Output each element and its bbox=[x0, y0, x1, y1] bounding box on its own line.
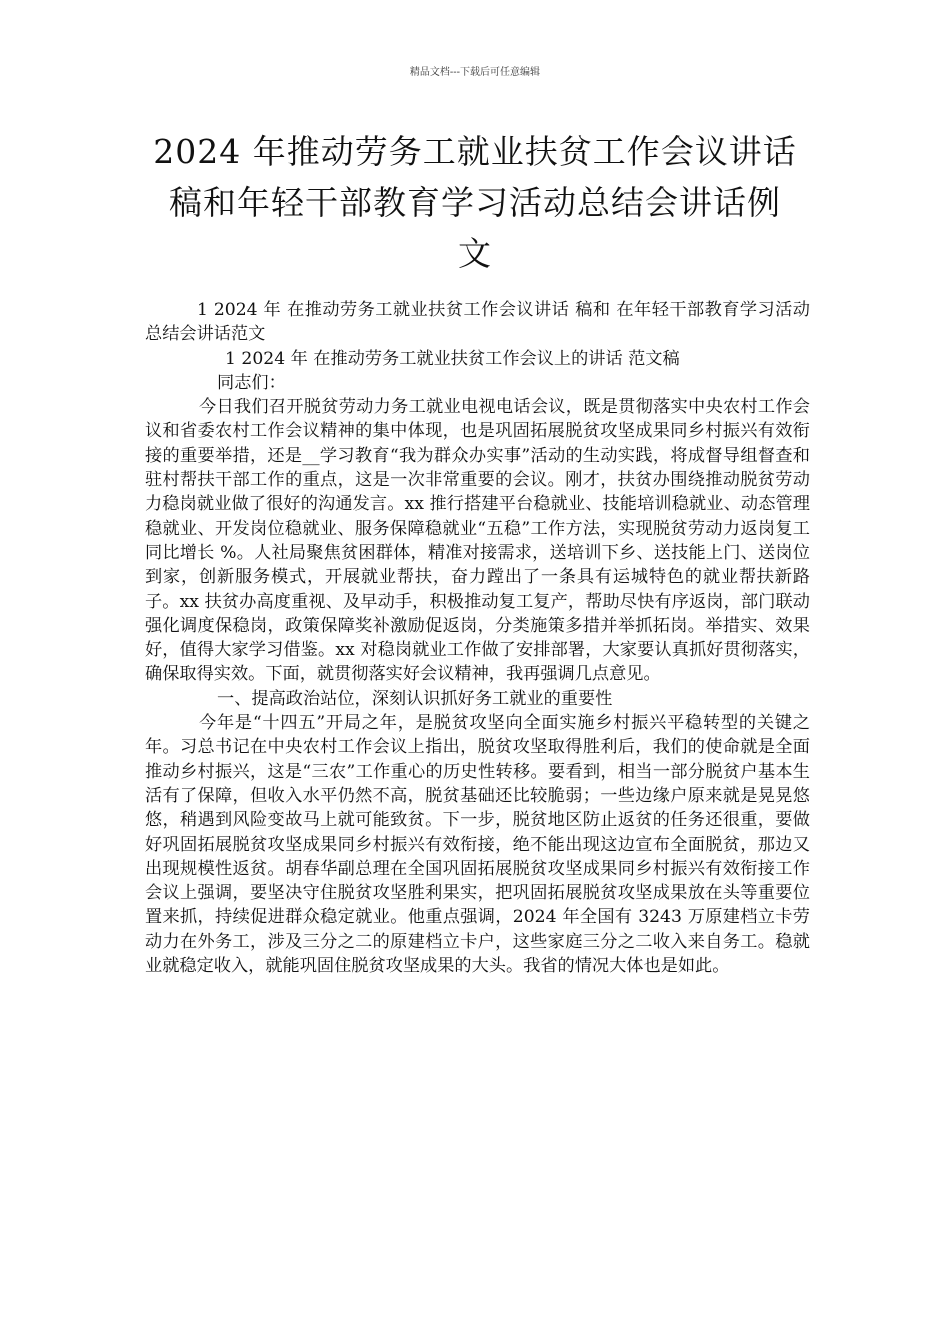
paragraph-speech-title: 1 2024 年 在推动劳务工就业扶贫工作会议上的讲话 范文稿 bbox=[225, 348, 680, 369]
section-heading-1: 一、提高政治站位，深刻认识抓好务工就业的重要性 bbox=[217, 688, 613, 709]
document-title bbox=[140, 126, 810, 279]
title-line-2: 稿和年轻干部教育学习活动总结会讲话例 bbox=[169, 183, 781, 222]
title-line-1: 2024 年推动劳务工就业扶贫工作会议讲话 bbox=[153, 132, 797, 171]
document-body bbox=[145, 298, 810, 978]
header-note: 精品文档---下载后可任意编辑 bbox=[409, 67, 541, 78]
paragraph-salutation: 同志们： bbox=[217, 372, 286, 393]
title-line-3: 文 bbox=[458, 234, 492, 273]
paragraph-section-1: 今年是“十四五”开局之年，是脱贫攻坚向全面实施乡村振兴平稳转型的关键之年。习总书记在中央农村工作会议上指出，脱贫攻坚取得胜利后，我们的使命就是全面推动乡村振兴，这是“三农”工作重心的历史性转移。要看到，相当一部分脱贫户基本生活有了保障，但收入水平仍然不高，脱贫基础还比较脆弱；一些边缘户原来就是晃晃悠悠，稍遇到风险变故马上就可能致贫。下一步，脱贫地区防止返贫的任务还很重，要做好巩固拓展脱贫攻坚成果同乡村振兴有效衔接，绝不能出现这边宣布全面脱贫，那边又出现规模性返贫。胡春华副总理在全国巩固拓展脱贫攻坚成果同乡村振兴有效衔接工作会议上强调，要坚决守住脱贫攻坚胜利果实，把巩固拓展脱贫攻坚成果放在头等重要位置来抓，持续促进群众稳定就业。他重点强调，2024 年全国有 3243 万原建档立卡劳动力在外务工，涉及三分之二的原建档立卡户，这些家庭三分之二收入来自务工。稳就业就稳定收入，就能巩固住脱贫攻坚成果的大头。我省的情况大体也是如此。 bbox=[145, 713, 810, 977]
paragraph-subtitle: 1 2024 年 在推动劳务工就业扶贫工作会议讲话 稿和 在年轻干部教育学习活动总结会讲话范文 bbox=[145, 300, 810, 345]
paragraph-intro: 今日我们召开脱贫劳动力务工就业电视电话会议，既是贯彻落实中央农村工作会议和省委农村工作会议精神的集中体现，也是巩固拓展脱贫攻坚成果同乡村振兴有效衔接的重要举措，还是__学习教育“我为群众办实事”活动的生动实践，将成督导组督查和驻村帮扶干部工作的重点，这是一次非常重要的会议。刚才，扶贫办围绕推动脱贫劳动力稳岗就业做了很好的沟通发言。xx 推行搭建平台稳就业、技能培训稳就业、动态管理稳就业、开发岗位稳就业、服务保障稳就业“五稳”工作方法，实现脱贫劳动力返岗复工同比增长 %。人社局聚焦贫困群体，精准对接需求，送培训下乡、送技能上门、送岗位到家，创新服务模式，开展就业帮扶，奋力蹚出了一条具有运城特色的就业帮扶新路子。xx 扶贫办高度重视、及早动手，积极推动复工复产，帮助尽快有序返岗，部门联动强化调度保稳岗，政策保障奖补激励促返岗，分类施策多措并举抓拓岗。举措实、效果好，值得大家学习借鉴。xx 对稳岗就业工作做了安排部署，大家要认真抓好贯彻落实，确保取得实效。下面，就贯彻落实好会议精神，我再强调几点意见。 bbox=[145, 397, 810, 685]
